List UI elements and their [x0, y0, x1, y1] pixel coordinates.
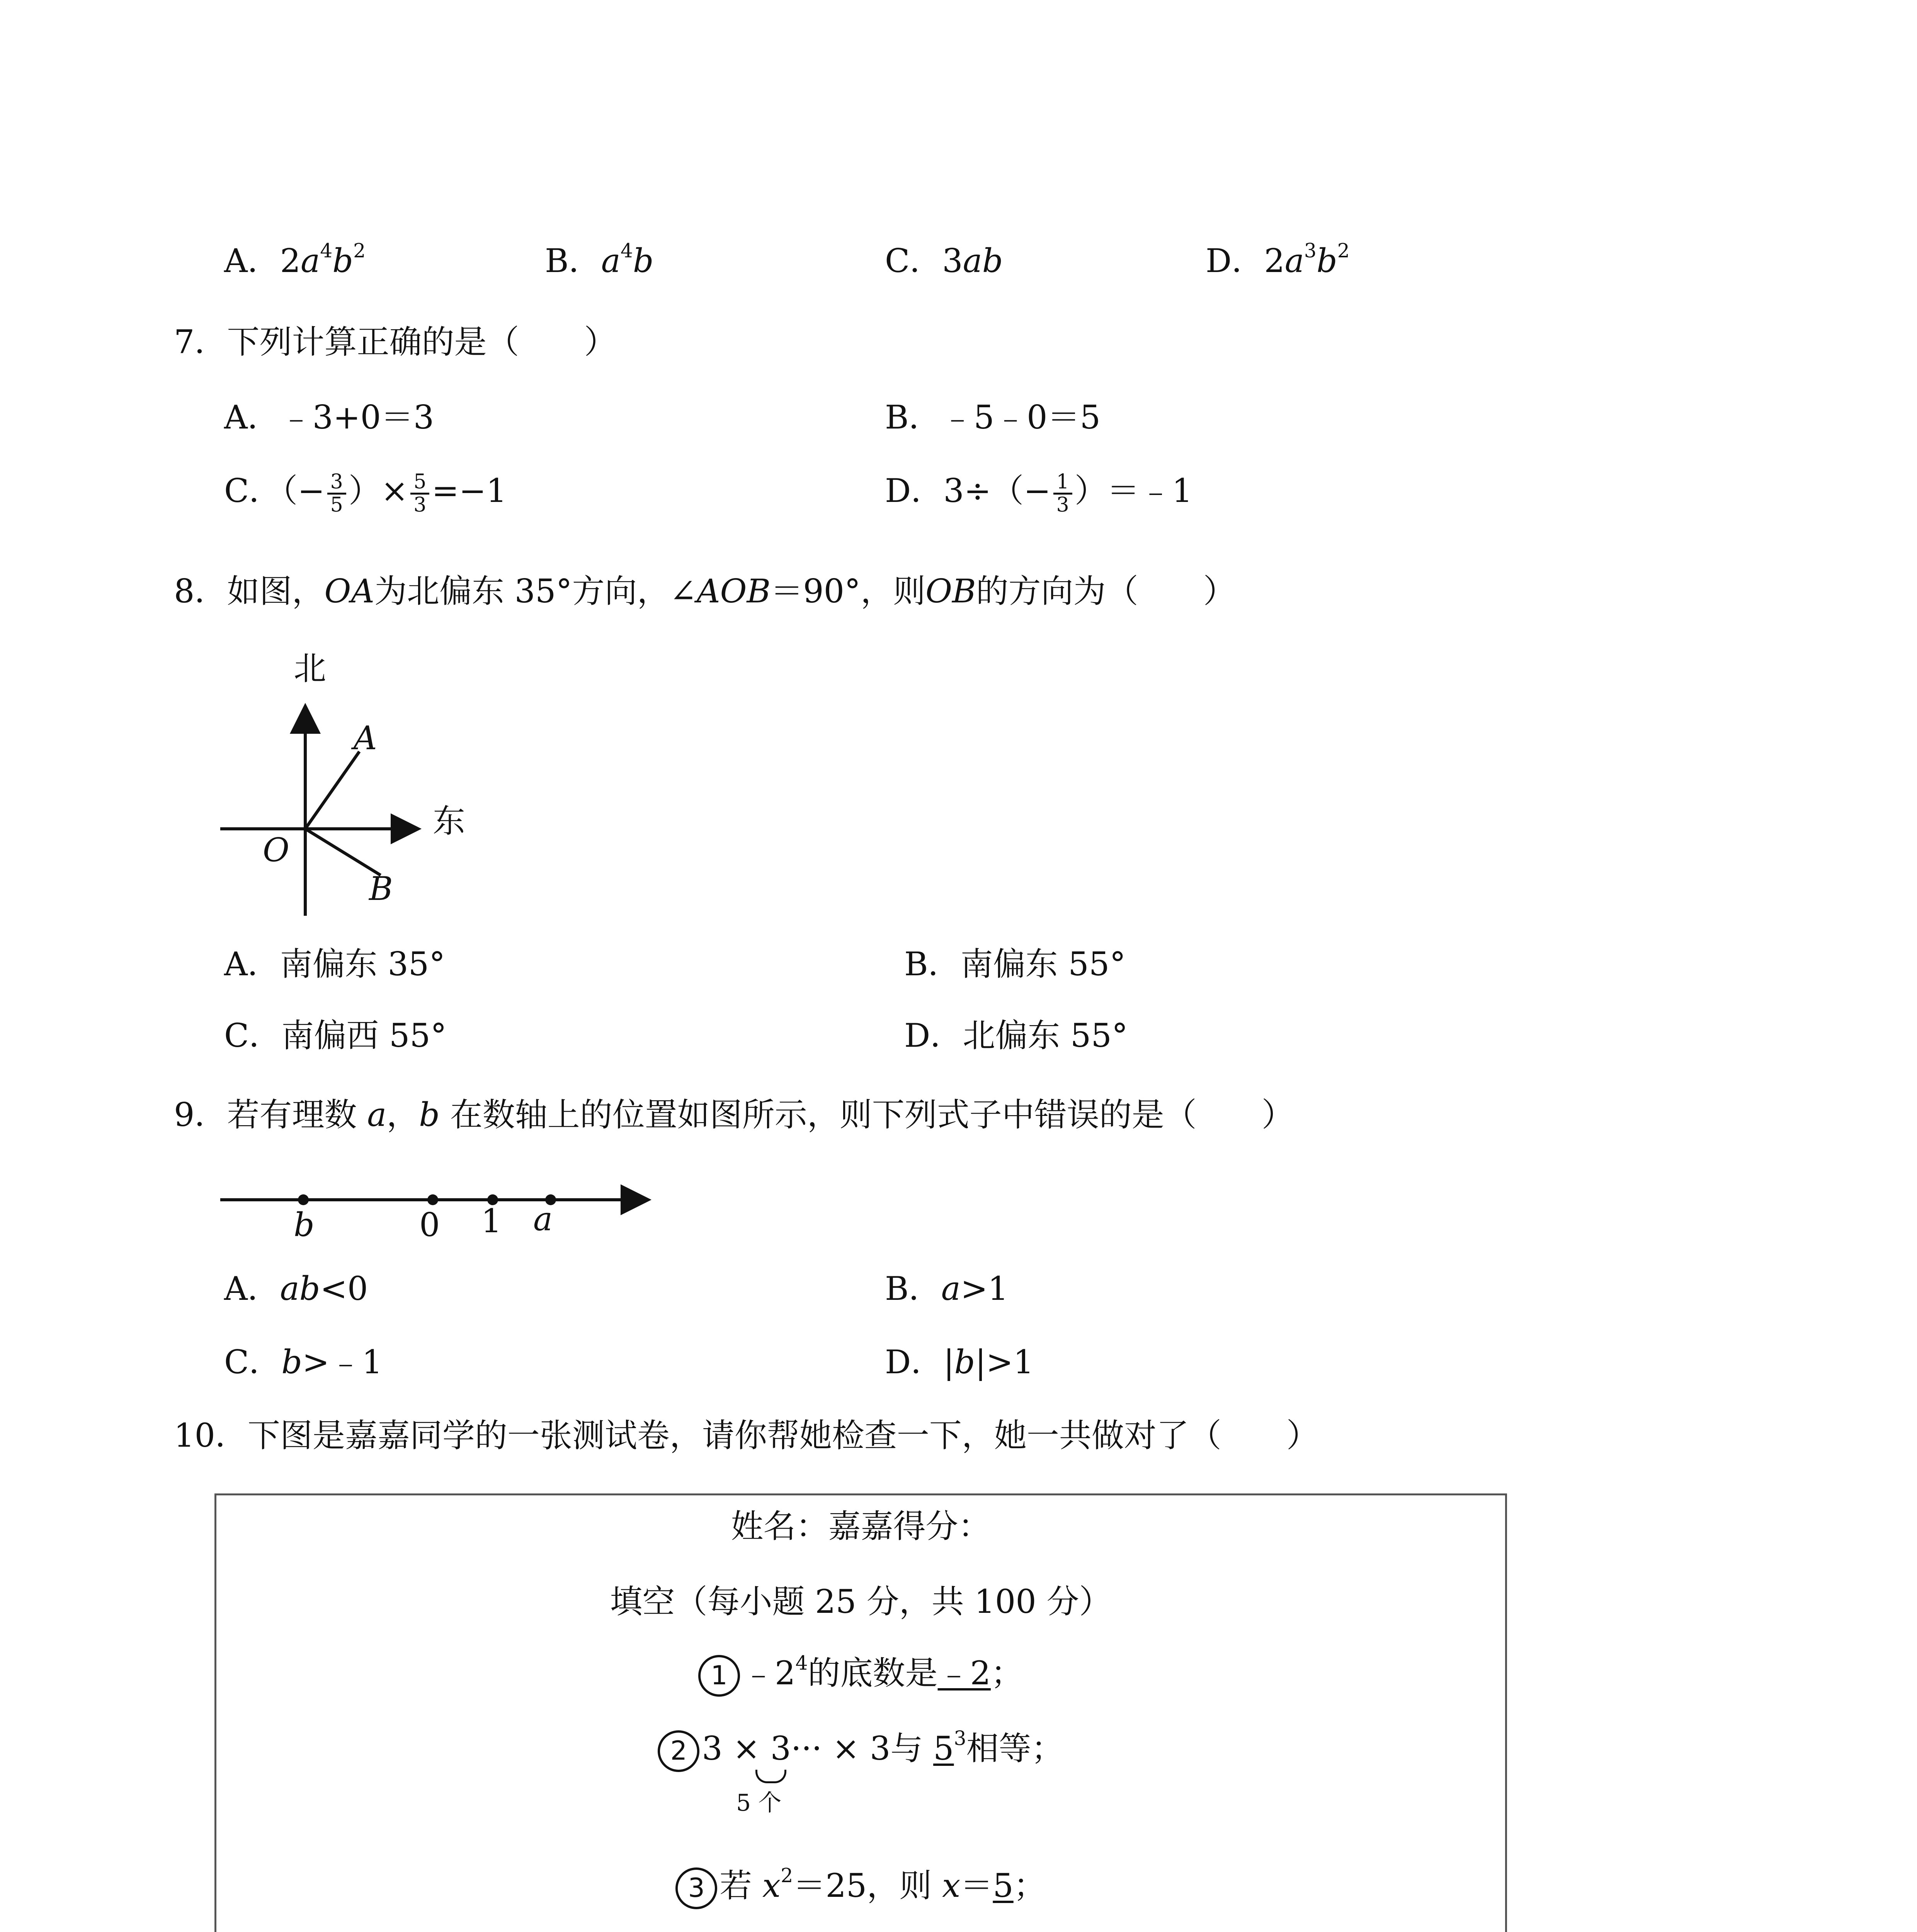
q8-option-c: C．南偏西 55° [224, 1017, 447, 1054]
q7-option-a: A．﹣3+0＝3 [224, 398, 434, 436]
circled-number-2: 2 [658, 1730, 699, 1772]
label-north: 北 [294, 650, 327, 687]
q7-option-c: C．（− $\frac{3}{5}$ ）× $\frac{5}{3}$ =−1 [224, 470, 507, 517]
box-item-2: 2 3 × 3··· × 3与 $5^3$相等； [216, 1729, 1505, 1772]
q8-option-d: D．北偏东 55° [904, 1017, 1128, 1054]
q7-option-b: B．﹣5﹣0＝5 [885, 398, 1101, 436]
fraction-1-3: $\frac{1}{3}$ [1053, 471, 1072, 515]
box-item-3: 3 若 $x^2=25$，则 x＝5； [216, 1866, 1505, 1909]
q9-stem: 9．若有理数 a，b 在数轴上的位置如图所示，则下列式子中错误的是（ ） [174, 1096, 1294, 1134]
q9-option-b: B．a>1 [885, 1270, 1009, 1308]
circled-number-3: 3 [675, 1867, 717, 1909]
box-item-2-count: 5 个 [736, 1789, 782, 1816]
underbrace [755, 1770, 786, 1783]
q6-option-b: B．$a^4b$ [545, 239, 654, 280]
q7-option-d: D．3÷（− $\frac{1}{3}$ ）＝﹣1 [885, 470, 1193, 517]
circled-number-1: 1 [698, 1655, 740, 1697]
axis-label-one: 1 [481, 1202, 502, 1240]
ray-ob [305, 829, 381, 875]
q9-option-a: A．ab<0 [224, 1270, 368, 1308]
label-a: A [354, 719, 377, 757]
box-title: 填空（每小题 25 分，共 100 分） [610, 1583, 1112, 1621]
q9-option-d: D．|b|>1 [885, 1343, 1034, 1381]
q8-option-a: A．南偏东 35° [224, 945, 446, 983]
test-paper-box [214, 1493, 1507, 1932]
fraction-5-3: $\frac{5}{3}$ [410, 471, 429, 515]
ray-oa [305, 752, 359, 829]
q6-option-d: D．$2a^3b^2$ [1206, 239, 1350, 280]
label-east: 东 [433, 802, 466, 840]
axis-label-zero: 0 [419, 1206, 440, 1244]
q7-stem: 7．下列计算正确的是（ ） [174, 323, 617, 361]
point-zero [427, 1194, 438, 1205]
fraction-3-5: $\frac{3}{5}$ [327, 471, 346, 515]
q9-option-c: C．b>﹣1 [224, 1343, 383, 1381]
box-name-line: 姓名：嘉嘉得分： [731, 1507, 991, 1545]
q10-stem: 10．下图是嘉嘉同学的一张测试卷，请你帮她检查一下，她一共做对了（ ） [174, 1417, 1319, 1454]
label-o: O [263, 831, 289, 869]
q8-stem: 8．如图，OA为北偏东 35°方向，∠AOB＝90°，则OB的方向为（ ） [174, 572, 1236, 610]
q6-option-a: A．$2a^4b^2$ [224, 239, 366, 280]
label-b: B [369, 870, 393, 908]
point-b [298, 1194, 309, 1205]
q8-option-b: B．南偏东 55° [904, 945, 1126, 983]
box-item-1: 1 $﹣2^4$的底数是﹣2； [216, 1654, 1505, 1697]
axis-label-a: a [533, 1200, 553, 1238]
q6-option-c: C．3ab [885, 242, 1003, 280]
axis-label-b: b [294, 1206, 315, 1244]
